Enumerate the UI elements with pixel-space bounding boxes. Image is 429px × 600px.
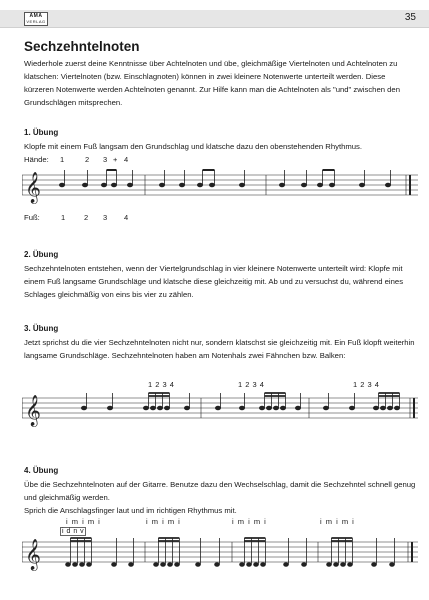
finger-group: i m i m i (146, 517, 181, 526)
foot-count: 2 (84, 213, 89, 222)
exercise-4-text: Übe die Sechzehntelnoten auf der Gitarre. Benutze dazu den Wechselschlag, damit die Sechzehntel schnell genug und gleichmäßig werden. (24, 480, 416, 502)
treble-clef-icon: 𝄞 (25, 539, 41, 570)
hands-label: Hände: (24, 155, 49, 164)
sixteenth-count-label: 1 2 3 4 (148, 380, 175, 389)
hands-count: + (113, 155, 118, 164)
exercise-4-heading: 4. Übung (24, 466, 59, 475)
exercise-2-heading: 2. Übung (24, 250, 59, 259)
hands-count: 4 (124, 155, 129, 164)
publisher-logo (24, 12, 48, 26)
sixteenth-count-label: 1 2 3 4 (353, 380, 380, 389)
rhythm-notes (59, 170, 390, 187)
finger-group: i m i m i (320, 517, 355, 526)
exercise-2-text: Sechzehntelnoten entstehen, wenn der Viertelgrundschlag in vier kleinere Notenwerte unterteilt wird: Klopfe mit einem Fuß langsame Grundschläge und klatsche diese gleichzeitig mit. Ab und zu versuchst du, während eines Schlages gleichmäßig von eins bis vier zu zählen. (24, 264, 404, 299)
exercise-3-heading: 3. Übung (24, 324, 59, 333)
foot-count: 1 (61, 213, 66, 222)
page-title: Sechzehntelnoten (24, 39, 140, 54)
exercise-4-text-2: Sprich die Anschlagsfinger laut und im richtigen Rhythmus mit. (24, 506, 237, 515)
exercise-4-staff (22, 532, 418, 578)
foot-label: Fuß: (24, 213, 40, 222)
logo-subtext: VERLAG (26, 19, 46, 24)
hands-count: 2 (85, 155, 90, 164)
treble-clef-icon: 𝄞 (25, 395, 41, 426)
exercise-1-staff (22, 165, 418, 215)
header-bar (0, 10, 429, 28)
stroke-pattern-label: i d n v (62, 528, 85, 535)
page-number: 35 (404, 12, 416, 23)
finger-group: i m i m i (66, 517, 101, 526)
hands-count: 3 (103, 155, 108, 164)
logo-text: AMA (29, 13, 43, 19)
foot-count: 4 (124, 213, 129, 222)
intro-paragraph: Wiederhole zuerst deine Kenntnisse über Achtelnoten und übe, gleichmäßige Viertelnoten und Achtelnoten zu klatschen: Viertelnoten (bzw. Einschlagnoten) können in zwei kleinere Notenwerte unterteilt werden. Diese kürzeren Notenwerte werden Achtelnoten genannt. Zur Hilfe kann man die Achtelnoten als "und" zwischen den Grundschlägen mitsprechen. (24, 59, 400, 107)
exercise-1-heading: 1. Übung (24, 128, 59, 137)
finger-group: i m i m i (232, 517, 267, 526)
exercise-3-text: Jetzt sprichst du die vier Sechzehntelnoten nicht nur, sondern klatschst sie gleichzeitig mit. Ein Fuß klopft weiterhin langsame Grundschläge. Sechzehntelnoten haben am Notenhals zwei Fähnchen bzw. Balken: (24, 338, 415, 360)
exercise-1-text: Klopfe mit einem Fuß langsam den Grundschlag und klatsche dazu den obenstehenden Rhythmus. (24, 142, 363, 151)
treble-clef-icon: 𝄞 (25, 172, 41, 203)
sixteenth-notes (81, 393, 399, 410)
exercise-3-staff (22, 386, 418, 432)
hands-count: 1 (60, 155, 65, 164)
foot-count: 3 (103, 213, 108, 222)
sixteenth-count-label: 1 2 3 4 (238, 380, 265, 389)
